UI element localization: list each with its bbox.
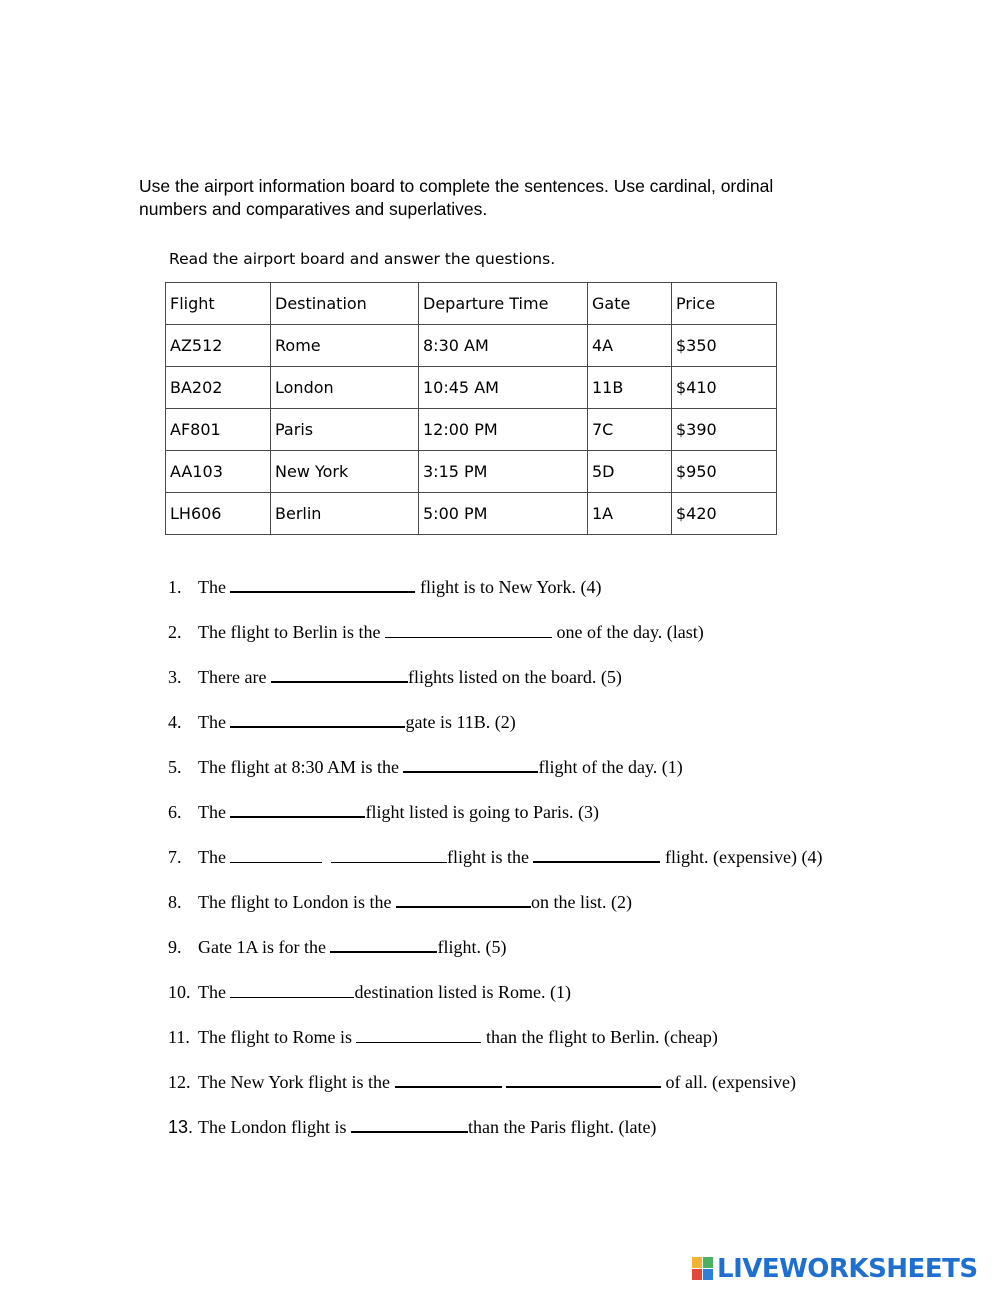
answer-blank-3[interactable]: [271, 664, 408, 683]
cell-flight: AF801: [166, 409, 271, 451]
table-row: [166, 493, 777, 535]
cell-departure-time: 10:45 AM: [419, 367, 588, 409]
question-13: 13. The London flight is than the Paris flight. (late): [168, 1114, 822, 1159]
cell-price: $350: [672, 325, 777, 367]
cell-flight: AZ512: [166, 325, 271, 367]
question-1: 1. The flight is to New York. (4): [168, 574, 822, 619]
question-3: 3. There are flights listed on the board. (5): [168, 664, 822, 709]
cell-departure-time: 12:00 PM: [419, 409, 588, 451]
cell-gate: 7C: [588, 409, 672, 451]
cell-departure-time: 3:15 PM: [419, 451, 588, 493]
question-11: 11. The flight to Rome is than the flight to Berlin. (cheap): [168, 1027, 718, 1047]
instructions: [139, 175, 879, 221]
logo-text: LIVEWORKSHEETS: [717, 1254, 978, 1284]
question-8: 8. The flight to London is the on the list. (2): [168, 889, 822, 934]
cell-price: $950: [672, 451, 777, 493]
answer-blank-1[interactable]: [230, 574, 415, 593]
answer-blank-7c[interactable]: [533, 844, 660, 863]
instructions-line-2: numbers and comparatives and superlatives.: [139, 199, 488, 219]
cell-gate: 1A: [588, 493, 672, 535]
answer-blank-7b[interactable]: [331, 845, 447, 863]
cell-flight: AA103: [166, 451, 271, 493]
answer-blank-8[interactable]: [396, 889, 531, 908]
cell-gate: 5D: [588, 451, 672, 493]
answer-blank-12a[interactable]: [395, 1069, 502, 1088]
answer-blank-6[interactable]: [230, 799, 365, 818]
question-7: 7. The flight is the flight. (expensive) (4): [168, 844, 822, 889]
cell-destination: Paris: [271, 409, 419, 451]
cell-destination: London: [271, 367, 419, 409]
cell-destination: Berlin: [271, 493, 419, 535]
airport-board-table: [165, 282, 777, 535]
table-row: [166, 409, 777, 451]
header-flight: Flight: [166, 283, 271, 325]
cell-gate: 4A: [588, 325, 672, 367]
instructions-line-1: Use the airport information board to complete the sentences. Use cardinal, ordinal: [139, 176, 774, 196]
cell-destination: Rome: [271, 325, 419, 367]
answer-blank-5[interactable]: [403, 754, 538, 773]
answer-blank-7a[interactable]: [230, 845, 322, 863]
question-2: 2. The flight to Berlin is the one of the day. (last): [168, 622, 704, 642]
table-header-row: [166, 283, 777, 325]
question-6: 6. The flight listed is going to Paris. (3): [168, 799, 822, 844]
cell-gate: 11B: [588, 367, 672, 409]
question-4: 4. The gate is 11B. (2): [168, 709, 822, 754]
question-5: 5. The flight at 8:30 AM is the flight of the day. (1): [168, 754, 822, 799]
question-10: 10. The destination listed is Rome. (1): [168, 982, 571, 1002]
answer-blank-10[interactable]: [230, 980, 354, 998]
cell-flight: BA202: [166, 367, 271, 409]
cell-departure-time: 8:30 AM: [419, 325, 588, 367]
table-row: [166, 325, 777, 367]
answer-blank-9[interactable]: [330, 934, 437, 953]
question-12: 12. The New York flight is the of all. (expensive): [168, 1069, 822, 1114]
answer-blank-12b[interactable]: [506, 1069, 661, 1088]
table-row: [166, 367, 777, 409]
cell-destination: New York: [271, 451, 419, 493]
header-departure-time: Departure Time: [419, 283, 588, 325]
liveworksheets-logo[interactable]: [692, 1254, 978, 1284]
cell-price: $390: [672, 409, 777, 451]
question-9: 9. Gate 1A is for the flight. (5): [168, 934, 822, 979]
answer-blank-2[interactable]: [385, 620, 552, 638]
answer-blank-11[interactable]: [356, 1025, 481, 1043]
cell-flight: LH606: [166, 493, 271, 535]
table-row: [166, 451, 777, 493]
answer-blank-13[interactable]: [351, 1114, 468, 1133]
answer-blank-4[interactable]: [230, 709, 405, 728]
liveworksheets-logo-icon: [692, 1257, 714, 1281]
questions-list: [168, 574, 822, 1159]
header-destination: Destination: [271, 283, 419, 325]
cell-departure-time: 5:00 PM: [419, 493, 588, 535]
board-caption: Read the airport board and answer the questions.: [169, 250, 556, 268]
header-price: Price: [672, 283, 777, 325]
cell-price: $420: [672, 493, 777, 535]
cell-price: $410: [672, 367, 777, 409]
header-gate: Gate: [588, 283, 672, 325]
